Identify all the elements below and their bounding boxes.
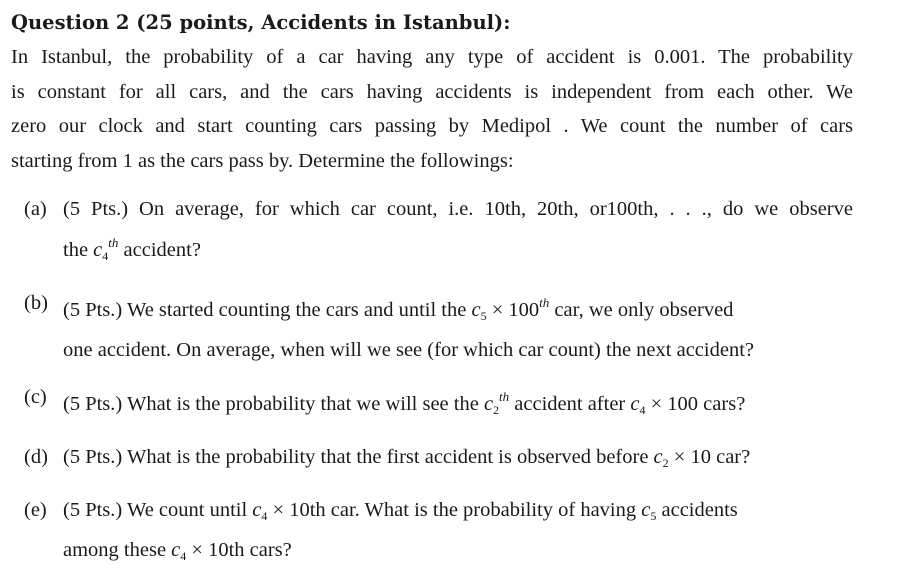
intro-line: is constant for all cars, and the cars having accidents is independent from each other. We	[11, 80, 853, 103]
part-label: (a)	[24, 198, 47, 220]
part-text: (5 Pts.) We started counting the cars and until the $c_5 \times 100th$ car, we only observed	[63, 295, 734, 323]
part-text: (5 Pts.) What is the probability that we will see the $c_2^{th}$ accident after $c_4 \times 100$ cars?	[63, 389, 746, 417]
part-text: one accident. On average, when will we see (for which car count) the next accident?	[63, 339, 754, 361]
part-b	[11, 286, 853, 367]
part-text: (5 Pts.) What is the probability that the first accident is observed before $c_2 \times 10$ car?	[63, 446, 751, 470]
part-c	[11, 380, 853, 427]
intro-line: In Istanbul, the probability of a car having any type of accident is 0.001. The probability	[11, 46, 853, 68]
part-label: (e)	[24, 499, 47, 521]
intro-line: zero our clock and start counting cars passing by Medipol . We count the number of cars	[11, 115, 853, 137]
part-label: (d)	[24, 446, 48, 468]
part-text: (5 Pts.) On average, for which car count, i.e. 10th, 20th, or100th, . . ., do we observe	[63, 198, 853, 220]
question-intro	[11, 40, 853, 178]
part-text: the $c_4^{th}$ accident?	[63, 235, 201, 263]
question-title: Question 2 (25 points, Accidents in Istanbul):	[11, 11, 511, 34]
part-text: among these $c_4 \times 10th$ cars?	[63, 539, 292, 563]
part-label: (b)	[24, 292, 48, 314]
question-parts	[11, 192, 887, 573]
part-d	[11, 440, 853, 480]
part-text: (5 Pts.) We count until $c_4 \times 10th$ car. What is the probability of having $c_5$ accidents	[63, 499, 738, 523]
question-page	[11, 6, 887, 586]
part-a	[11, 192, 853, 273]
intro-line: starting from 1 as the cars pass by. Determine the followings:	[11, 149, 514, 172]
part-label: (c)	[24, 386, 47, 408]
part-e	[11, 493, 853, 573]
